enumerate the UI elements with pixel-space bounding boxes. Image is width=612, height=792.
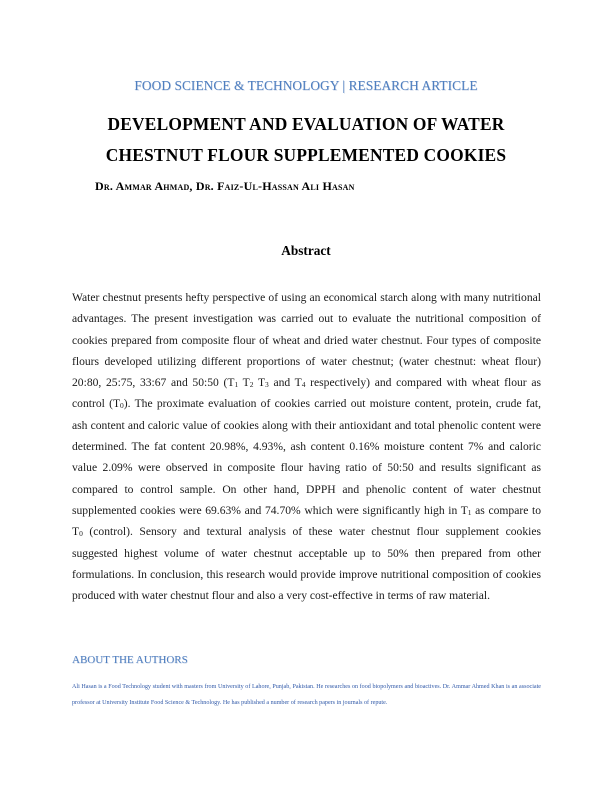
author-list: Dr. Ammar Ahmad, Dr. Faiz-Ul-Hassan Ali Hasan <box>95 179 355 193</box>
abstract-body <box>72 287 541 606</box>
abstract-text: T <box>253 376 266 390</box>
abstract-text: T <box>238 376 250 390</box>
about-authors-body: Ali Hasan is a Food Technology student with masters from University of Lahore, Punjab, Pakistan. He researches on food biopolymers and bioactives. Dr. Ammar Ahmed Khan is an associate professor at University Institute Food Science & Technology. He has published a number of research papers in journals of repute. <box>72 684 541 706</box>
abstract-text: and T <box>268 376 302 390</box>
subscript: 1 <box>234 380 239 390</box>
subscript: 1 <box>467 507 472 517</box>
section-label: FOOD SCIENCE & TECHNOLOGY | RESEARCH ARTICLE <box>134 78 478 93</box>
abstract-text: (control). Sensory and textural analysis of these water chestnut flour supplement cookies suggested highest volume of water chestnut acceptable up to 50% then prepared from other formulations. In conclusion, this research would provide improve nutritional composition of cookies produced with water chestnut flour and also a very cost-effective in terms of raw material. <box>72 525 541 603</box>
abstract-heading: Abstract <box>281 243 331 258</box>
subscript: 0 <box>120 401 124 411</box>
paper-title-line-1: DEVELOPMENT AND EVALUATION OF WATER <box>107 114 505 134</box>
abstract-text: respectively) and compared with wheat flour as control (T <box>72 376 541 411</box>
paper-title-line-2: CHESTNUT FLOUR SUPPLEMENTED COOKIES <box>105 145 507 165</box>
abstract-text: as compare to T <box>72 503 541 539</box>
abstract-text: Water chestnut presents hefty perspective of using an economical starch along with many nutritional advantages. The present investigation was carried out to evaluate the nutritional composition of cookies prepared from composite flour of wheat and dried water chestnut. Four types of composite flours developed utilizing different proportions of water chestnut; (water chestnut: wheat flour) 20:80, 25:75, 33:67 and 50:50 (T <box>72 291 541 390</box>
abstract-text: ). The proximate evaluation of cookies carried out moisture content, protein, crude fat, ash content and caloric value of cookies along with their antioxidant and total phenolic content were determined. The fat content 20.98%, 4.93%, ash content 0.16% moisture content 7% and caloric value 2.09% were observed in composite flour having ratio of 50:50 and results significant as compared to control sample. On other hand, DPPH and phenolic content of water chestnut supplemented cookies were 69.63% and 74.70% which were significantly high in T <box>72 397 541 517</box>
subscript: 0 <box>79 529 83 539</box>
paper-title <box>40 109 572 171</box>
about-authors-heading: ABOUT THE AUTHORS <box>72 654 188 666</box>
subscript: 4 <box>301 380 306 390</box>
subscript: 2 <box>249 380 254 390</box>
subscript: 3 <box>265 380 269 390</box>
